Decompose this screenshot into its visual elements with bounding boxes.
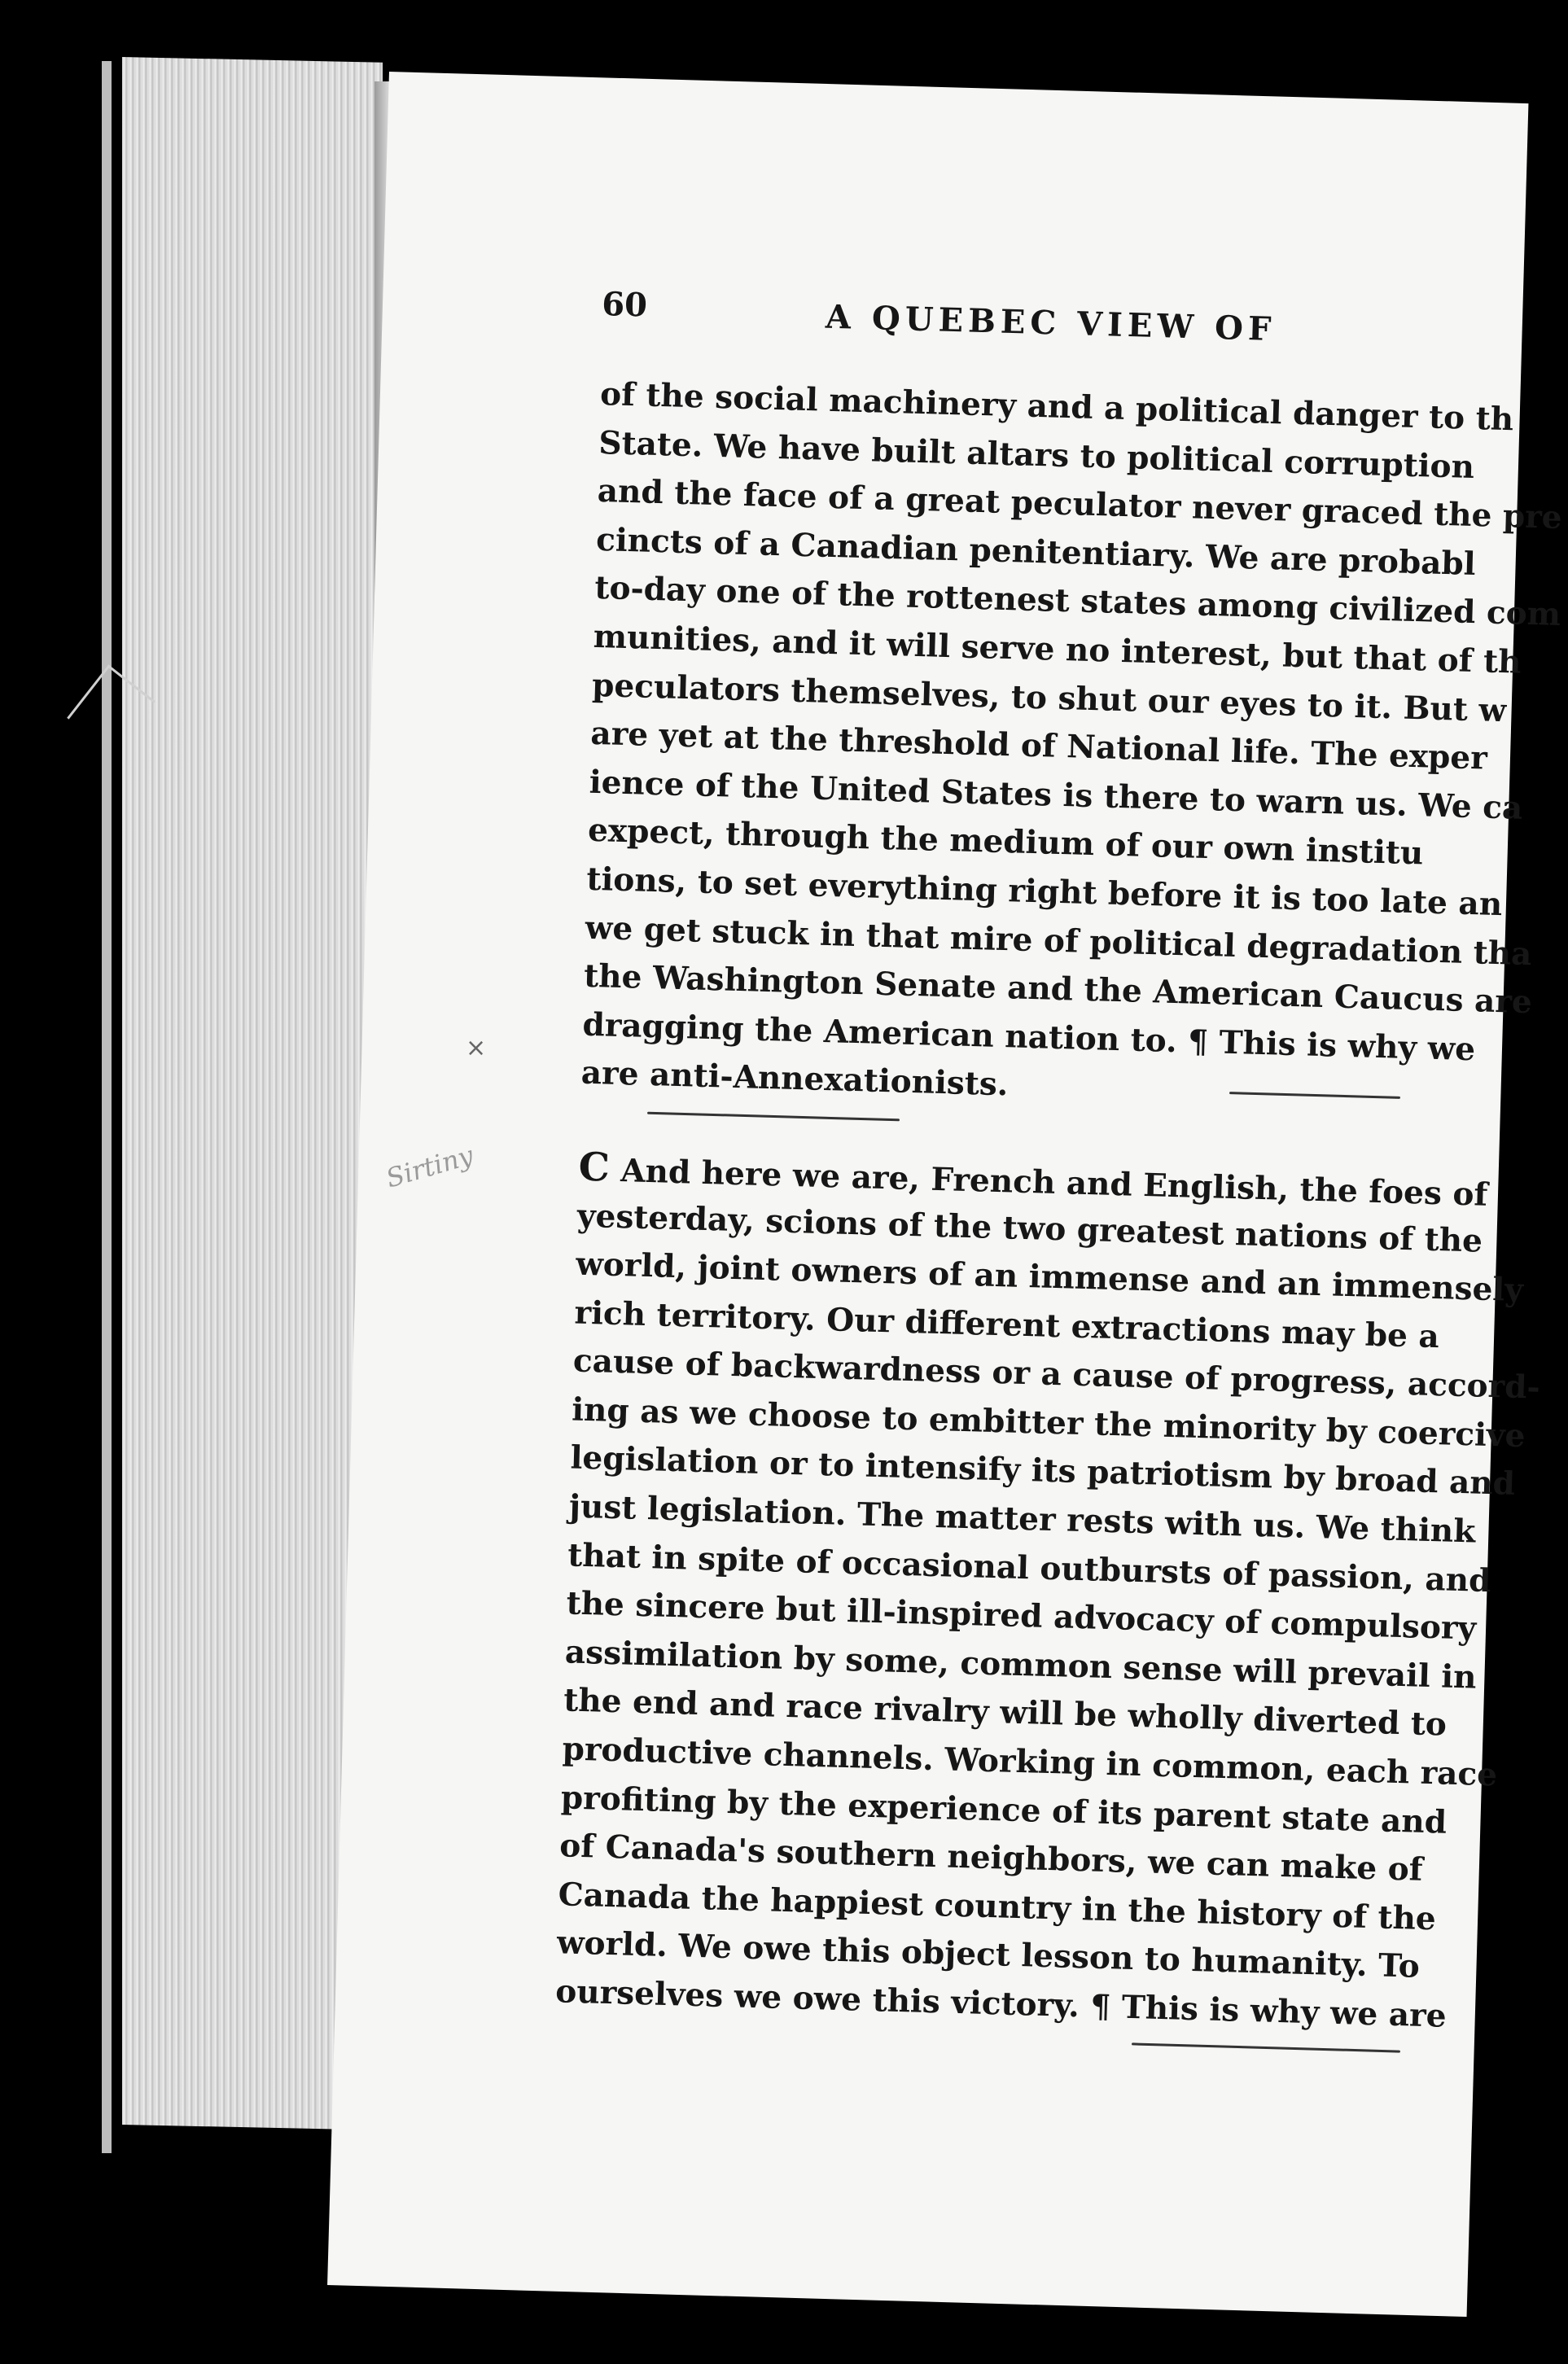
text-line: profiting by the experience of its parent state and — [560, 1778, 1448, 1841]
text-line: are yet at the threshold of National life. The exper — [589, 714, 1488, 777]
text-line: the end and race rivalry will be wholly diverted to — [563, 1681, 1448, 1745]
paragraph-2 — [554, 1144, 1541, 2042]
text-line: world. We owe this object lesson to humanity. To — [556, 1924, 1421, 1986]
text-line: tions, to set everything right before it is too late an — [585, 860, 1503, 924]
text-line: and the face of a great peculator never graced the pre — [597, 472, 1563, 537]
paragraph-mark: C — [577, 1144, 611, 1191]
text-line: ience of the United States is there to warn us. We ca — [589, 763, 1523, 827]
text-line: the sincere but ill-inspired advocacy of compulsory — [566, 1584, 1477, 1648]
text-line: cincts of a Canadian penitentiary. We are probabl — [595, 520, 1477, 583]
text-line: of the social machinery and a political danger to th — [599, 374, 1514, 439]
text-line: legislation or to intensify its patriotism by broad and — [570, 1438, 1516, 1504]
running-head: A QUEBEC VIEW OF — [825, 297, 1277, 349]
page-number: 60 — [601, 285, 648, 325]
margin-handwritten-note: Sirtiny — [383, 1139, 477, 1194]
text-line: assimilation by some, common sense will prevail in — [564, 1633, 1478, 1696]
text-line: cause of backwardness or a cause of progress, accord- — [572, 1342, 1541, 1407]
text-line: productive channels. Working in common, each race — [562, 1730, 1498, 1794]
text-line: munities, and it will serve no interest, but that of th — [593, 617, 1522, 681]
text-line: to-day one of the rottenest states among civilized com — [593, 569, 1561, 634]
text-line: peculators themselves, to shut our eyes to it. But w — [591, 666, 1507, 729]
text-line: the Washington Senate and the American Caucus are — [583, 957, 1533, 1022]
text-line: Canada the happiest country in the history of the — [558, 1876, 1437, 1938]
text-line: we get stuck in that mire of political degradation tha — [585, 908, 1533, 973]
text-line-content: And here we are, French and English, the foes of — [609, 1151, 1488, 1214]
text-line: of Canada's southern neighbors, we can make of — [558, 1827, 1424, 1889]
text-line: expect, through the medium of our own institu — [587, 812, 1424, 873]
text-line: just legislation. The matter rests with us. We think — [568, 1487, 1476, 1551]
text-line: yesterday, scions of the two greatest nations of the — [576, 1197, 1483, 1260]
paragraph-1 — [580, 370, 1563, 1123]
text-line: are anti-Annexationists. — [580, 1053, 1010, 1104]
text-line: ourselves we owe this victory. ¶ This is why we are — [554, 1972, 1448, 2035]
text-line: ing as we choose to embitter the minority by coercive — [571, 1390, 1526, 1456]
text-line: world, joint owners of an immense and an immensely — [575, 1245, 1524, 1310]
text-line: dragging the American nation to. ¶ This is why we — [581, 1005, 1476, 1069]
text-line: State. We have built altars to political corruption — [598, 423, 1475, 486]
book-edge — [102, 61, 112, 2153]
text-line: that in spite of occasional outbursts of passion, and — [567, 1536, 1492, 1600]
margin-tick: × — [466, 1034, 487, 1062]
body-text — [554, 370, 1563, 2042]
text-line: rich territory. Our different extractions may be a — [574, 1294, 1440, 1355]
